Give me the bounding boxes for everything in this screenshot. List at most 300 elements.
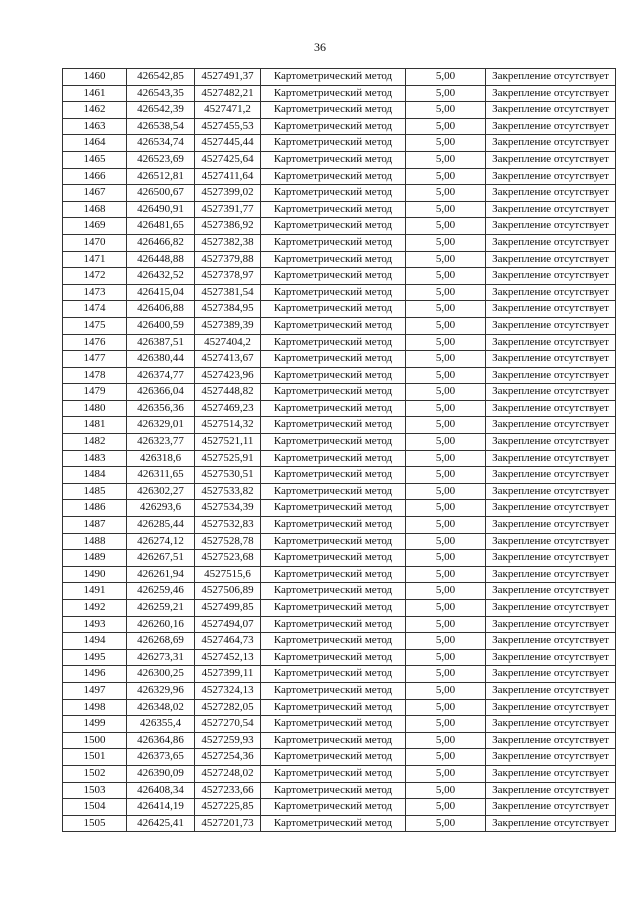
y-coordinate-cell: 4527534,39 [195, 500, 261, 517]
fixing-description-cell: Закрепление отсутствует [486, 201, 616, 218]
fixing-description-cell: Закрепление отсутствует [486, 185, 616, 202]
table-row [63, 799, 616, 816]
y-coordinate-cell: 4527530,51 [195, 467, 261, 484]
table-row [63, 699, 616, 716]
accuracy-cell: 5,00 [406, 384, 486, 401]
y-coordinate-cell: 4527528,78 [195, 533, 261, 550]
method-cell: Картометрический метод [261, 517, 406, 534]
y-coordinate-cell: 4527391,77 [195, 201, 261, 218]
method-cell: Картометрический метод [261, 566, 406, 583]
table-row [63, 334, 616, 351]
x-coordinate-cell: 426373,65 [127, 749, 195, 766]
method-cell: Картометрический метод [261, 633, 406, 650]
y-coordinate-cell: 4527515,6 [195, 566, 261, 583]
method-cell: Картометрический метод [261, 185, 406, 202]
accuracy-cell: 5,00 [406, 268, 486, 285]
x-coordinate-cell: 426366,04 [127, 384, 195, 401]
table-row [63, 251, 616, 268]
x-coordinate-cell: 426329,01 [127, 417, 195, 434]
method-cell: Картометрический метод [261, 550, 406, 567]
fixing-description-cell: Закрепление отсутствует [486, 566, 616, 583]
table-row [63, 185, 616, 202]
y-coordinate-cell: 4527445,44 [195, 135, 261, 152]
point-number-cell: 1461 [63, 85, 127, 102]
y-coordinate-cell: 4527523,68 [195, 550, 261, 567]
point-number-cell: 1492 [63, 600, 127, 617]
y-coordinate-cell: 4527455,53 [195, 118, 261, 135]
method-cell: Картометрический метод [261, 666, 406, 683]
x-coordinate-cell: 426390,09 [127, 765, 195, 782]
x-coordinate-cell: 426374,77 [127, 367, 195, 384]
table-row [63, 268, 616, 285]
accuracy-cell: 5,00 [406, 218, 486, 235]
y-coordinate-cell: 4527413,67 [195, 351, 261, 368]
x-coordinate-cell: 426543,35 [127, 85, 195, 102]
table-row [63, 732, 616, 749]
y-coordinate-cell: 4527399,02 [195, 185, 261, 202]
accuracy-cell: 5,00 [406, 400, 486, 417]
point-number-cell: 1502 [63, 765, 127, 782]
point-number-cell: 1496 [63, 666, 127, 683]
x-coordinate-cell: 426523,69 [127, 151, 195, 168]
fixing-description-cell: Закрепление отсутствует [486, 682, 616, 699]
y-coordinate-cell: 4527270,54 [195, 716, 261, 733]
accuracy-cell: 5,00 [406, 151, 486, 168]
accuracy-cell: 5,00 [406, 483, 486, 500]
table-row [63, 533, 616, 550]
point-number-cell: 1467 [63, 185, 127, 202]
x-coordinate-cell: 426318,6 [127, 450, 195, 467]
method-cell: Картометрический метод [261, 218, 406, 235]
fixing-description-cell: Закрепление отсутствует [486, 334, 616, 351]
y-coordinate-cell: 4527384,95 [195, 301, 261, 318]
table-row [63, 301, 616, 318]
fixing-description-cell: Закрепление отсутствует [486, 151, 616, 168]
accuracy-cell: 5,00 [406, 301, 486, 318]
x-coordinate-cell: 426432,52 [127, 268, 195, 285]
accuracy-cell: 5,00 [406, 317, 486, 334]
table-row [63, 69, 616, 86]
method-cell: Картометрический метод [261, 417, 406, 434]
table-row [63, 500, 616, 517]
table-row [63, 483, 616, 500]
fixing-description-cell: Закрепление отсутствует [486, 301, 616, 318]
fixing-description-cell: Закрепление отсутствует [486, 218, 616, 235]
point-number-cell: 1482 [63, 434, 127, 451]
accuracy-cell: 5,00 [406, 201, 486, 218]
y-coordinate-cell: 4527506,89 [195, 583, 261, 600]
table-row [63, 450, 616, 467]
method-cell: Картометрический метод [261, 583, 406, 600]
y-coordinate-cell: 4527389,39 [195, 317, 261, 334]
accuracy-cell: 5,00 [406, 351, 486, 368]
y-coordinate-cell: 4527381,54 [195, 284, 261, 301]
table-row [63, 566, 616, 583]
table-row [63, 400, 616, 417]
fixing-description-cell: Закрепление отсутствует [486, 649, 616, 666]
fixing-description-cell: Закрепление отсутствует [486, 732, 616, 749]
point-number-cell: 1466 [63, 168, 127, 185]
accuracy-cell: 5,00 [406, 135, 486, 152]
table-row [63, 633, 616, 650]
method-cell: Картометрический метод [261, 251, 406, 268]
fixing-description-cell: Закрепление отсутствует [486, 85, 616, 102]
fixing-description-cell: Закрепление отсутствует [486, 533, 616, 550]
accuracy-cell: 5,00 [406, 583, 486, 600]
x-coordinate-cell: 426311,65 [127, 467, 195, 484]
fixing-description-cell: Закрепление отсутствует [486, 699, 616, 716]
method-cell: Картометрический метод [261, 334, 406, 351]
y-coordinate-cell: 4527201,73 [195, 815, 261, 832]
point-number-cell: 1490 [63, 566, 127, 583]
method-cell: Картометрический метод [261, 234, 406, 251]
x-coordinate-cell: 426542,85 [127, 69, 195, 86]
y-coordinate-cell: 4527521,11 [195, 434, 261, 451]
accuracy-cell: 5,00 [406, 367, 486, 384]
y-coordinate-cell: 4527452,13 [195, 649, 261, 666]
accuracy-cell: 5,00 [406, 417, 486, 434]
accuracy-cell: 5,00 [406, 251, 486, 268]
accuracy-cell: 5,00 [406, 533, 486, 550]
x-coordinate-cell: 426364,86 [127, 732, 195, 749]
accuracy-cell: 5,00 [406, 118, 486, 135]
point-number-cell: 1464 [63, 135, 127, 152]
accuracy-cell: 5,00 [406, 749, 486, 766]
method-cell: Картометрический метод [261, 765, 406, 782]
table-row [63, 218, 616, 235]
fixing-description-cell: Закрепление отсутствует [486, 69, 616, 86]
table-row [63, 649, 616, 666]
method-cell: Картометрический метод [261, 533, 406, 550]
x-coordinate-cell: 426273,31 [127, 649, 195, 666]
y-coordinate-cell: 4527423,96 [195, 367, 261, 384]
method-cell: Картометрический метод [261, 400, 406, 417]
method-cell: Картометрический метод [261, 434, 406, 451]
point-number-cell: 1493 [63, 616, 127, 633]
x-coordinate-cell: 426415,04 [127, 284, 195, 301]
method-cell: Картометрический метод [261, 102, 406, 119]
fixing-description-cell: Закрепление отсутствует [486, 765, 616, 782]
method-cell: Картометрический метод [261, 782, 406, 799]
point-number-cell: 1471 [63, 251, 127, 268]
fixing-description-cell: Закрепление отсутствует [486, 417, 616, 434]
y-coordinate-cell: 4527525,91 [195, 450, 261, 467]
accuracy-cell: 5,00 [406, 566, 486, 583]
point-number-cell: 1489 [63, 550, 127, 567]
accuracy-cell: 5,00 [406, 699, 486, 716]
x-coordinate-cell: 426380,44 [127, 351, 195, 368]
x-coordinate-cell: 426293,6 [127, 500, 195, 517]
point-number-cell: 1498 [63, 699, 127, 716]
table-row [63, 102, 616, 119]
point-number-cell: 1486 [63, 500, 127, 517]
fixing-description-cell: Закрепление отсутствует [486, 616, 616, 633]
method-cell: Картометрический метод [261, 682, 406, 699]
accuracy-cell: 5,00 [406, 649, 486, 666]
fixing-description-cell: Закрепление отсутствует [486, 351, 616, 368]
y-coordinate-cell: 4527386,92 [195, 218, 261, 235]
point-number-cell: 1494 [63, 633, 127, 650]
fixing-description-cell: Закрепление отсутствует [486, 284, 616, 301]
point-number-cell: 1488 [63, 533, 127, 550]
point-number-cell: 1474 [63, 301, 127, 318]
fixing-description-cell: Закрепление отсутствует [486, 483, 616, 500]
y-coordinate-cell: 4527533,82 [195, 483, 261, 500]
x-coordinate-cell: 426302,27 [127, 483, 195, 500]
point-number-cell: 1483 [63, 450, 127, 467]
method-cell: Картометрический метод [261, 699, 406, 716]
accuracy-cell: 5,00 [406, 500, 486, 517]
fixing-description-cell: Закрепление отсутствует [486, 550, 616, 567]
accuracy-cell: 5,00 [406, 782, 486, 799]
method-cell: Картометрический метод [261, 151, 406, 168]
accuracy-cell: 5,00 [406, 185, 486, 202]
coordinates-table [62, 68, 616, 832]
point-number-cell: 1479 [63, 384, 127, 401]
accuracy-cell: 5,00 [406, 550, 486, 567]
method-cell: Картометрический метод [261, 301, 406, 318]
method-cell: Картометрический метод [261, 450, 406, 467]
accuracy-cell: 5,00 [406, 234, 486, 251]
point-number-cell: 1476 [63, 334, 127, 351]
point-number-cell: 1472 [63, 268, 127, 285]
y-coordinate-cell: 4527499,85 [195, 600, 261, 617]
fixing-description-cell: Закрепление отсутствует [486, 118, 616, 135]
x-coordinate-cell: 426512,81 [127, 168, 195, 185]
y-coordinate-cell: 4527448,82 [195, 384, 261, 401]
point-number-cell: 1463 [63, 118, 127, 135]
method-cell: Картометрический метод [261, 351, 406, 368]
y-coordinate-cell: 4527233,66 [195, 782, 261, 799]
x-coordinate-cell: 426408,34 [127, 782, 195, 799]
method-cell: Картометрический метод [261, 649, 406, 666]
fixing-description-cell: Закрепление отсутствует [486, 234, 616, 251]
y-coordinate-cell: 4527464,73 [195, 633, 261, 650]
table-row [63, 666, 616, 683]
x-coordinate-cell: 426414,19 [127, 799, 195, 816]
table-row [63, 583, 616, 600]
table-row [63, 616, 616, 633]
table-row [63, 815, 616, 832]
point-number-cell: 1469 [63, 218, 127, 235]
point-number-cell: 1480 [63, 400, 127, 417]
y-coordinate-cell: 4527248,02 [195, 765, 261, 782]
x-coordinate-cell: 426267,51 [127, 550, 195, 567]
y-coordinate-cell: 4527259,93 [195, 732, 261, 749]
point-number-cell: 1501 [63, 749, 127, 766]
accuracy-cell: 5,00 [406, 716, 486, 733]
table-row [63, 367, 616, 384]
fixing-description-cell: Закрепление отсутствует [486, 666, 616, 683]
y-coordinate-cell: 4527382,38 [195, 234, 261, 251]
table-row [63, 434, 616, 451]
y-coordinate-cell: 4527491,37 [195, 69, 261, 86]
fixing-description-cell: Закрепление отсутствует [486, 815, 616, 832]
accuracy-cell: 5,00 [406, 799, 486, 816]
y-coordinate-cell: 4527425,64 [195, 151, 261, 168]
fixing-description-cell: Закрепление отсутствует [486, 517, 616, 534]
y-coordinate-cell: 4527379,88 [195, 251, 261, 268]
method-cell: Картометрический метод [261, 384, 406, 401]
fixing-description-cell: Закрепление отсутствует [486, 367, 616, 384]
x-coordinate-cell: 426300,25 [127, 666, 195, 683]
accuracy-cell: 5,00 [406, 600, 486, 617]
fixing-description-cell: Закрепление отсутствует [486, 317, 616, 334]
fixing-description-cell: Закрепление отсутствует [486, 268, 616, 285]
y-coordinate-cell: 4527532,83 [195, 517, 261, 534]
table-row [63, 417, 616, 434]
table-row [63, 118, 616, 135]
table-row [63, 384, 616, 401]
table-row [63, 682, 616, 699]
accuracy-cell: 5,00 [406, 168, 486, 185]
fixing-description-cell: Закрепление отсутствует [486, 600, 616, 617]
point-number-cell: 1470 [63, 234, 127, 251]
accuracy-cell: 5,00 [406, 467, 486, 484]
table-row [63, 517, 616, 534]
point-number-cell: 1487 [63, 517, 127, 534]
x-coordinate-cell: 426348,02 [127, 699, 195, 716]
x-coordinate-cell: 426268,69 [127, 633, 195, 650]
fixing-description-cell: Закрепление отсутствует [486, 434, 616, 451]
point-number-cell: 1485 [63, 483, 127, 500]
method-cell: Картометрический метод [261, 749, 406, 766]
method-cell: Картометрический метод [261, 732, 406, 749]
table-row [63, 351, 616, 368]
x-coordinate-cell: 426448,88 [127, 251, 195, 268]
y-coordinate-cell: 4527482,21 [195, 85, 261, 102]
fixing-description-cell: Закрепление отсутствует [486, 799, 616, 816]
table-row [63, 168, 616, 185]
y-coordinate-cell: 4527404,2 [195, 334, 261, 351]
method-cell: Картометрический метод [261, 85, 406, 102]
fixing-description-cell: Закрепление отсутствует [486, 400, 616, 417]
table-row [63, 716, 616, 733]
y-coordinate-cell: 4527399,11 [195, 666, 261, 683]
accuracy-cell: 5,00 [406, 102, 486, 119]
fixing-description-cell: Закрепление отсутствует [486, 716, 616, 733]
accuracy-cell: 5,00 [406, 517, 486, 534]
point-number-cell: 1504 [63, 799, 127, 816]
point-number-cell: 1465 [63, 151, 127, 168]
table-row [63, 135, 616, 152]
accuracy-cell: 5,00 [406, 815, 486, 832]
table-row [63, 234, 616, 251]
point-number-cell: 1473 [63, 284, 127, 301]
coordinates-table-body [63, 69, 616, 832]
point-number-cell: 1481 [63, 417, 127, 434]
y-coordinate-cell: 4527378,97 [195, 268, 261, 285]
point-number-cell: 1503 [63, 782, 127, 799]
fixing-description-cell: Закрепление отсутствует [486, 467, 616, 484]
fixing-description-cell: Закрепление отсутствует [486, 782, 616, 799]
point-number-cell: 1478 [63, 367, 127, 384]
method-cell: Картометрический метод [261, 815, 406, 832]
x-coordinate-cell: 426500,67 [127, 185, 195, 202]
point-number-cell: 1497 [63, 682, 127, 699]
fixing-description-cell: Закрепление отсутствует [486, 168, 616, 185]
accuracy-cell: 5,00 [406, 69, 486, 86]
x-coordinate-cell: 426355,4 [127, 716, 195, 733]
point-number-cell: 1499 [63, 716, 127, 733]
table-row [63, 600, 616, 617]
x-coordinate-cell: 426490,91 [127, 201, 195, 218]
y-coordinate-cell: 4527469,23 [195, 400, 261, 417]
table-row [63, 782, 616, 799]
y-coordinate-cell: 4527254,36 [195, 749, 261, 766]
x-coordinate-cell: 426259,21 [127, 600, 195, 617]
table-row [63, 317, 616, 334]
y-coordinate-cell: 4527514,32 [195, 417, 261, 434]
method-cell: Картометрический метод [261, 467, 406, 484]
x-coordinate-cell: 426538,54 [127, 118, 195, 135]
point-number-cell: 1468 [63, 201, 127, 218]
accuracy-cell: 5,00 [406, 682, 486, 699]
x-coordinate-cell: 426534,74 [127, 135, 195, 152]
fixing-description-cell: Закрепление отсутствует [486, 749, 616, 766]
table-row [63, 284, 616, 301]
point-number-cell: 1477 [63, 351, 127, 368]
table-row [63, 749, 616, 766]
x-coordinate-cell: 426285,44 [127, 517, 195, 534]
table-row [63, 765, 616, 782]
point-number-cell: 1460 [63, 69, 127, 86]
method-cell: Картометрический метод [261, 367, 406, 384]
page-number: 36 [314, 40, 326, 54]
fixing-description-cell: Закрепление отсутствует [486, 102, 616, 119]
fixing-description-cell: Закрепление отсутствует [486, 583, 616, 600]
accuracy-cell: 5,00 [406, 633, 486, 650]
point-number-cell: 1484 [63, 467, 127, 484]
accuracy-cell: 5,00 [406, 666, 486, 683]
point-number-cell: 1505 [63, 815, 127, 832]
method-cell: Картометрический метод [261, 616, 406, 633]
x-coordinate-cell: 426323,77 [127, 434, 195, 451]
method-cell: Картометрический метод [261, 799, 406, 816]
x-coordinate-cell: 426260,16 [127, 616, 195, 633]
method-cell: Картометрический метод [261, 284, 406, 301]
fixing-description-cell: Закрепление отсутствует [486, 450, 616, 467]
method-cell: Картометрический метод [261, 483, 406, 500]
x-coordinate-cell: 426425,41 [127, 815, 195, 832]
y-coordinate-cell: 4527471,2 [195, 102, 261, 119]
point-number-cell: 1462 [63, 102, 127, 119]
method-cell: Картометрический метод [261, 135, 406, 152]
table-row [63, 550, 616, 567]
y-coordinate-cell: 4527494,07 [195, 616, 261, 633]
fixing-description-cell: Закрепление отсутствует [486, 251, 616, 268]
fixing-description-cell: Закрепление отсутствует [486, 135, 616, 152]
x-coordinate-cell: 426261,94 [127, 566, 195, 583]
table-row [63, 467, 616, 484]
accuracy-cell: 5,00 [406, 732, 486, 749]
accuracy-cell: 5,00 [406, 284, 486, 301]
method-cell: Картометрический метод [261, 168, 406, 185]
method-cell: Картометрический метод [261, 201, 406, 218]
x-coordinate-cell: 426259,46 [127, 583, 195, 600]
point-number-cell: 1500 [63, 732, 127, 749]
accuracy-cell: 5,00 [406, 85, 486, 102]
method-cell: Картометрический метод [261, 69, 406, 86]
x-coordinate-cell: 426400,59 [127, 317, 195, 334]
point-number-cell: 1491 [63, 583, 127, 600]
fixing-description-cell: Закрепление отсутствует [486, 384, 616, 401]
y-coordinate-cell: 4527411,64 [195, 168, 261, 185]
y-coordinate-cell: 4527225,85 [195, 799, 261, 816]
accuracy-cell: 5,00 [406, 616, 486, 633]
x-coordinate-cell: 426481,65 [127, 218, 195, 235]
accuracy-cell: 5,00 [406, 334, 486, 351]
